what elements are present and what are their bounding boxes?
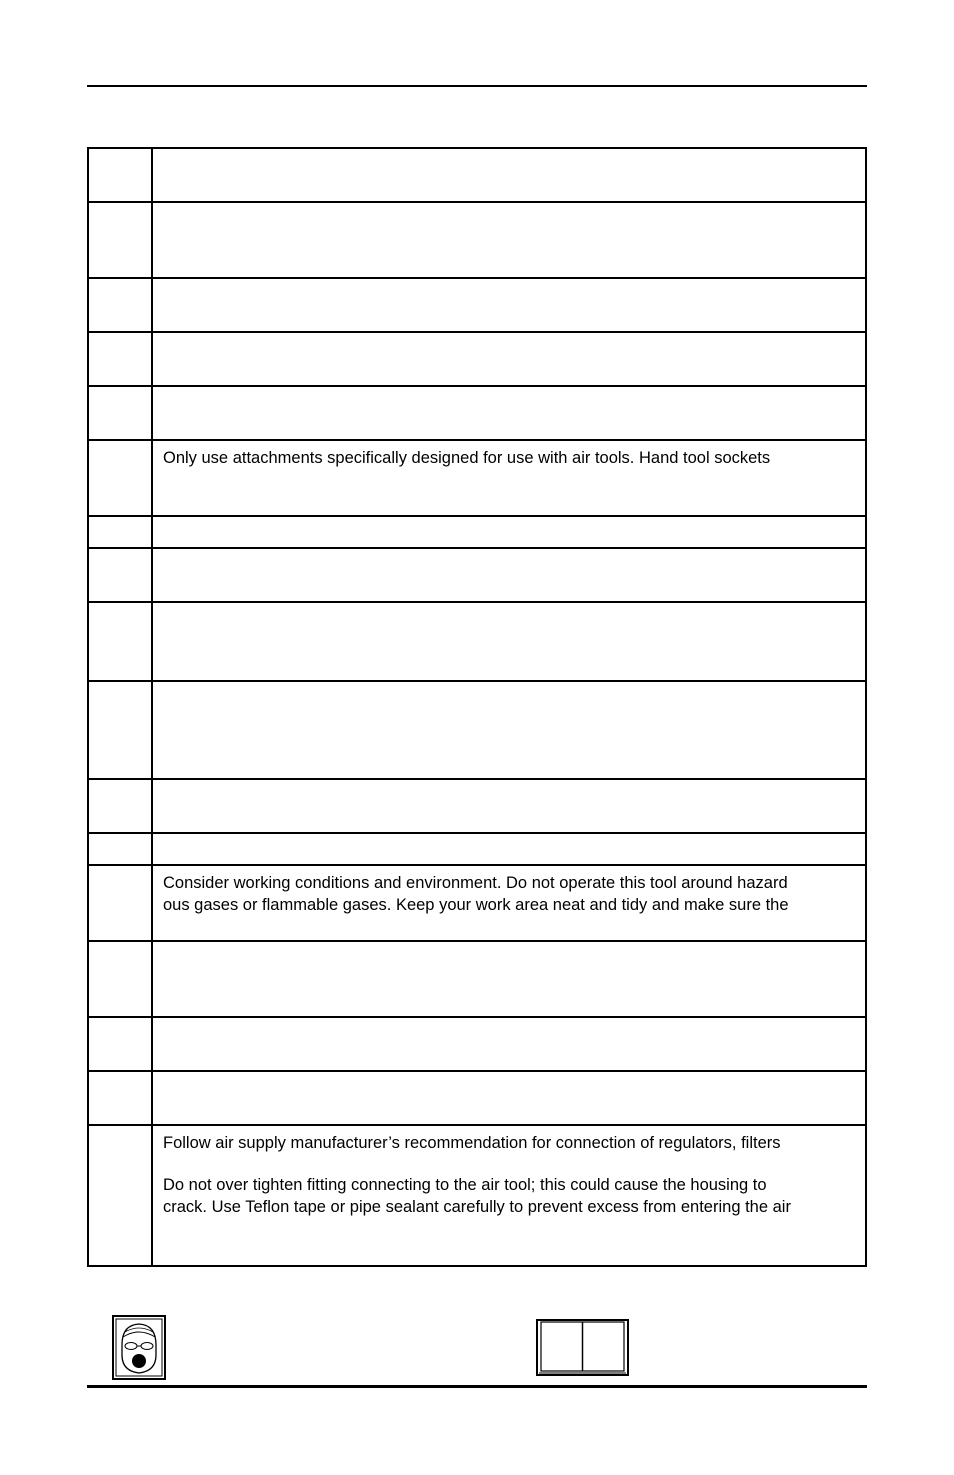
row-symbol-cell bbox=[88, 440, 152, 516]
footer-rule bbox=[87, 1385, 867, 1388]
row-symbol-cell bbox=[88, 1017, 152, 1071]
row-symbol-cell bbox=[88, 516, 152, 548]
row-text-cell bbox=[152, 332, 866, 386]
row-symbol-cell bbox=[88, 833, 152, 865]
row-text-cell bbox=[152, 602, 866, 681]
row-text-cell bbox=[152, 833, 866, 865]
row-symbol-cell bbox=[88, 1125, 152, 1266]
row-text-cell bbox=[152, 1017, 866, 1071]
row-symbol-cell bbox=[88, 148, 152, 202]
row-text-line: Follow air supply manufacturer’s recommendation for connection of regulators, filters bbox=[163, 1134, 781, 1152]
row-text-cell bbox=[152, 148, 866, 202]
table-row bbox=[88, 779, 866, 833]
header-rule bbox=[87, 85, 867, 87]
row-text-cell bbox=[152, 548, 866, 602]
row-text-cell bbox=[152, 1071, 866, 1125]
row-symbol-cell bbox=[88, 278, 152, 332]
row-text-line: Do not over tighten fitting connecting to the air tool; this could cause the housing to bbox=[163, 1176, 767, 1194]
row-symbol-cell bbox=[88, 548, 152, 602]
row-text-cell bbox=[152, 278, 866, 332]
table-row bbox=[88, 278, 866, 332]
row-text-cell bbox=[152, 202, 866, 278]
safety-rules-table bbox=[87, 147, 867, 1267]
row-text-line: Consider working conditions and environment. Do not operate this tool around hazard bbox=[163, 874, 788, 892]
table-row bbox=[88, 941, 866, 1017]
row-text-line: Only use attachments specifically designed for use with air tools. Hand tool sockets bbox=[163, 449, 771, 467]
row-text-cell bbox=[152, 1125, 866, 1266]
table-row bbox=[88, 202, 866, 278]
table-row bbox=[88, 1017, 866, 1071]
row-symbol-cell bbox=[88, 681, 152, 779]
row-symbol-cell bbox=[88, 332, 152, 386]
row-symbol-cell bbox=[88, 779, 152, 833]
table-row bbox=[88, 1125, 866, 1266]
table-row bbox=[88, 148, 866, 202]
row-text-cell bbox=[152, 386, 866, 440]
row-text-cell bbox=[152, 681, 866, 779]
row-text-line: crack. Use Teflon tape or pipe sealant carefully to prevent excess from entering the air bbox=[163, 1198, 791, 1216]
table-row bbox=[88, 386, 866, 440]
table-row bbox=[88, 516, 866, 548]
table-row bbox=[88, 1071, 866, 1125]
row-symbol-cell bbox=[88, 202, 152, 278]
row-text-cell bbox=[152, 516, 866, 548]
row-symbol-cell bbox=[88, 941, 152, 1017]
table-row bbox=[88, 332, 866, 386]
row-symbol-cell bbox=[88, 1071, 152, 1125]
table-row bbox=[88, 865, 866, 941]
table-row bbox=[88, 602, 866, 681]
row-text-cell bbox=[152, 779, 866, 833]
face-shield-icon bbox=[112, 1315, 166, 1380]
row-text-line: ous gases or flammable gases. Keep your work area neat and tidy and make sure the bbox=[163, 896, 789, 914]
manual-book-icon bbox=[536, 1319, 629, 1376]
row-text-cell bbox=[152, 941, 866, 1017]
row-symbol-cell bbox=[88, 602, 152, 681]
table-row bbox=[88, 833, 866, 865]
row-symbol-cell bbox=[88, 865, 152, 941]
paragraph-gap bbox=[163, 1154, 855, 1174]
row-text-cell bbox=[152, 440, 866, 516]
table-row bbox=[88, 440, 866, 516]
row-text-cell bbox=[152, 865, 866, 941]
row-symbol-cell bbox=[88, 386, 152, 440]
table-row bbox=[88, 548, 866, 602]
table-row bbox=[88, 681, 866, 779]
